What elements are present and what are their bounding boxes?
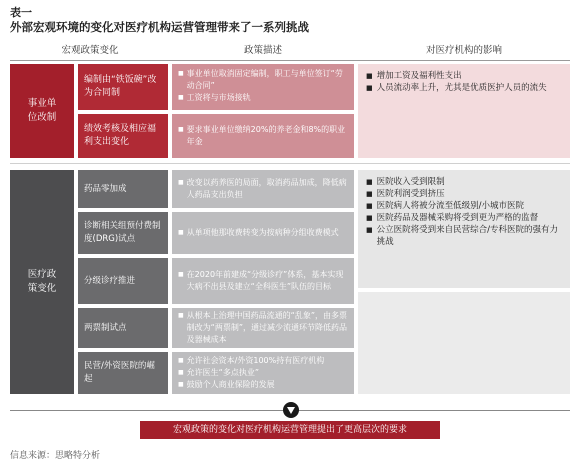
policy-item-label: 分级诊疗推进	[84, 275, 136, 286]
impact-text: 医院收入受到限制	[376, 177, 445, 187]
bullet-icon: ■	[178, 312, 184, 319]
impact-text: 人员流动率上升，尤其是优质医护人员的流失	[376, 83, 547, 93]
impact-bullet	[366, 188, 562, 200]
description-text: 工资将与市场接轨	[186, 93, 251, 102]
policy-item	[78, 170, 168, 208]
bullet-icon: ■	[366, 214, 373, 222]
down-arrow-icon	[283, 402, 299, 418]
bullet-icon: ■	[178, 357, 184, 364]
page-title: 外部宏观环境的变化对医疗机构运营管理带来了一系列挑战	[10, 20, 309, 34]
policy-item-label: 绩效考核及相应福利支出变化	[84, 124, 157, 147]
section-label-medical-policy	[10, 170, 74, 394]
bullet-icon: ■	[366, 190, 373, 198]
policy-item-label: 民营/外资医院的崛起	[84, 361, 155, 384]
policy-item	[78, 114, 168, 158]
impact-text: 公立医院将受到来自民营综合/专科医院的强有力挑战	[376, 225, 558, 247]
source-note: 信息来源：思略特分析	[10, 451, 101, 461]
bullet-icon: ■	[178, 179, 184, 186]
description-bullet	[178, 68, 348, 92]
bullet-icon: ■	[178, 369, 184, 376]
impact-bullet	[366, 224, 562, 248]
policy-description	[172, 352, 354, 394]
header-policy-change: 宏观政策变化	[61, 45, 119, 56]
description-text: 鼓励个人商业保险的发展	[186, 380, 275, 389]
policy-item	[78, 212, 168, 254]
impact-text: 医院利润受到挤压	[376, 189, 445, 199]
bullet-icon: ■	[366, 178, 373, 186]
description-bullet	[178, 269, 348, 293]
policy-description	[172, 64, 354, 110]
impact-bullet	[366, 212, 562, 224]
bullet-icon: ■	[178, 271, 184, 278]
description-text: 允许医生“多点执业”	[186, 368, 259, 377]
bullet-icon: ■	[366, 202, 373, 210]
description-bullet	[178, 355, 348, 367]
description-text: 事业单位取消固定编制，职工与单位签订“劳动合同”	[186, 69, 343, 90]
bullet-icon: ■	[178, 126, 184, 133]
description-bullet	[178, 124, 348, 148]
description-text: 在2020年前建成“分级诊疗”体系，基本实现大病不出县及建立“全科医生”队伍的目标	[186, 270, 344, 291]
policy-description	[172, 258, 354, 304]
policy-description	[172, 170, 354, 208]
impact-bullet	[366, 200, 562, 212]
impact-box-filler	[358, 292, 570, 394]
impact-text: 医院药品及器械采购将受到更为严格的监督	[376, 213, 539, 223]
impact-bullet	[366, 82, 562, 94]
section-label-text: 医疗政策变化	[27, 269, 57, 294]
header-impact: 对医疗机构的影响	[425, 45, 502, 56]
bullet-icon: ■	[366, 84, 373, 92]
conclusion-banner: 宏观政策的变化对医疗机构运营管理提出了更高层次的要求	[140, 421, 440, 439]
header-policy-description: 政策描述	[243, 45, 282, 56]
description-bullet	[178, 227, 348, 239]
policy-item	[78, 352, 168, 394]
section-label-institution-reform	[10, 64, 74, 158]
description-text: 从单项他那收费转变为按病种分组收费模式	[186, 228, 339, 237]
policy-item	[78, 308, 168, 348]
bullet-icon: ■	[366, 226, 373, 234]
description-text: 从根本上治理中国药品流通的“乱象”，由多票制改为“两票制”，通过减少流通环节降低药品及器械成本	[186, 311, 347, 344]
impact-bullet	[366, 176, 562, 188]
impact-box-medical-policy	[358, 170, 570, 288]
section-divider	[10, 163, 570, 164]
description-text: 改变以药养医的局面，取消药品加成，降低病人药品支出负担	[186, 178, 347, 199]
impact-text: 医院病人将被分流至低级别/小城市医院	[376, 201, 524, 211]
policy-item-label: 编制由“铁饭碗”改为合同制	[84, 75, 157, 98]
impact-box-institution-reform	[358, 64, 570, 158]
policy-item-label: 两票制试点	[84, 322, 127, 333]
policy-item-label: 药品零加成	[84, 183, 127, 194]
description-bullet	[178, 379, 348, 391]
bullet-icon: ■	[366, 72, 373, 80]
figure-tag: 表一	[10, 6, 32, 19]
policy-description	[172, 212, 354, 254]
policy-item	[78, 64, 168, 110]
section-label-text: 事业单位改制	[27, 98, 57, 123]
bullet-icon: ■	[178, 381, 184, 388]
policy-item	[78, 258, 168, 304]
description-text: 允许社会资本/外资100%持有医疗机构	[186, 356, 325, 365]
policy-item-label: 诊断相关组预付费制度(DRG)试点	[84, 221, 161, 244]
description-text: 要求事业单位缴纳20%的养老金和8%的职业年金	[186, 125, 346, 146]
description-bullet	[178, 177, 348, 201]
description-bullet	[178, 367, 348, 379]
impact-bullet	[366, 70, 562, 82]
header-divider	[10, 60, 570, 61]
policy-description	[172, 114, 354, 158]
policy-description	[172, 308, 354, 348]
bullet-icon: ■	[178, 70, 184, 77]
impact-text: 增加工资及福利性支出	[376, 71, 462, 81]
description-bullet	[178, 92, 348, 104]
description-bullet	[178, 310, 348, 346]
bullet-icon: ■	[178, 94, 184, 101]
bullet-icon: ■	[178, 229, 184, 236]
